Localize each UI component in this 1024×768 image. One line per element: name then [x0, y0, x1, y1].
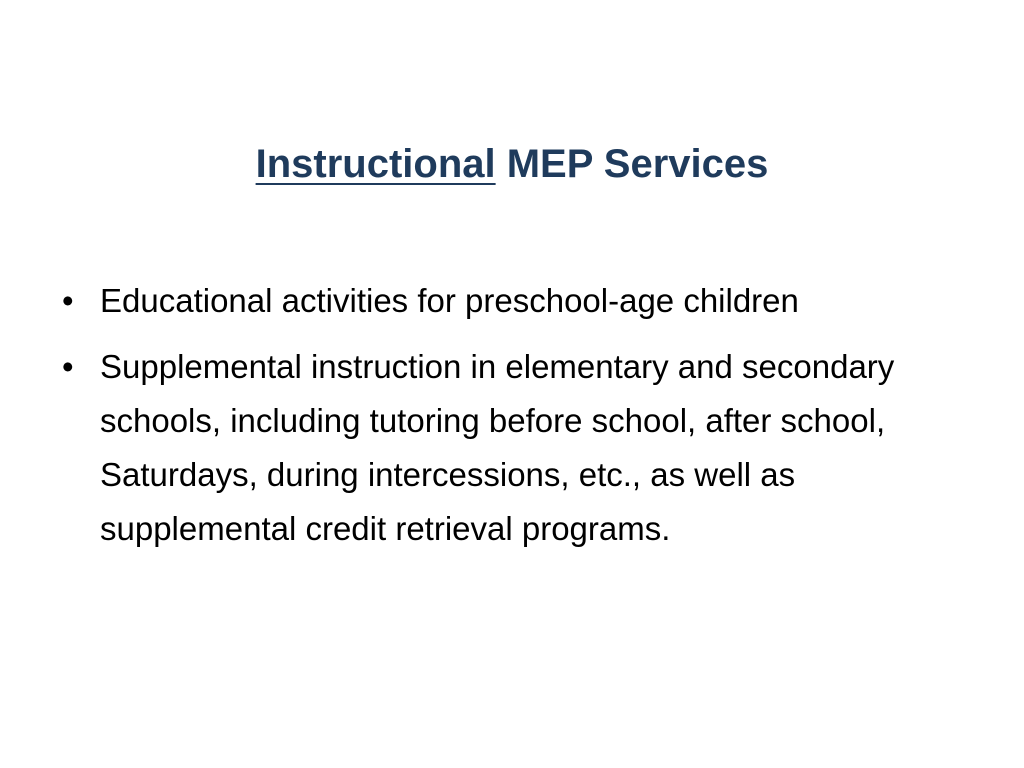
title-rest: MEP Services — [495, 142, 769, 186]
bullet-item — [56, 274, 956, 328]
bullet-item — [56, 340, 956, 556]
bullet-text: Supplemental instruction in elementary and secondary schools, including tutoring before school, after school, Saturdays, during intercessions, etc., as well as supplemental credit retrieval programs. — [100, 348, 895, 547]
title-underlined-word: Instructional — [255, 142, 496, 186]
bullet-point-icon: • — [62, 282, 74, 319]
slide-title — [0, 136, 1024, 192]
bullet-text: Educational activities for preschool-age children — [100, 282, 799, 319]
bullet-list — [56, 274, 956, 568]
bullet-point-icon: • — [62, 348, 74, 385]
